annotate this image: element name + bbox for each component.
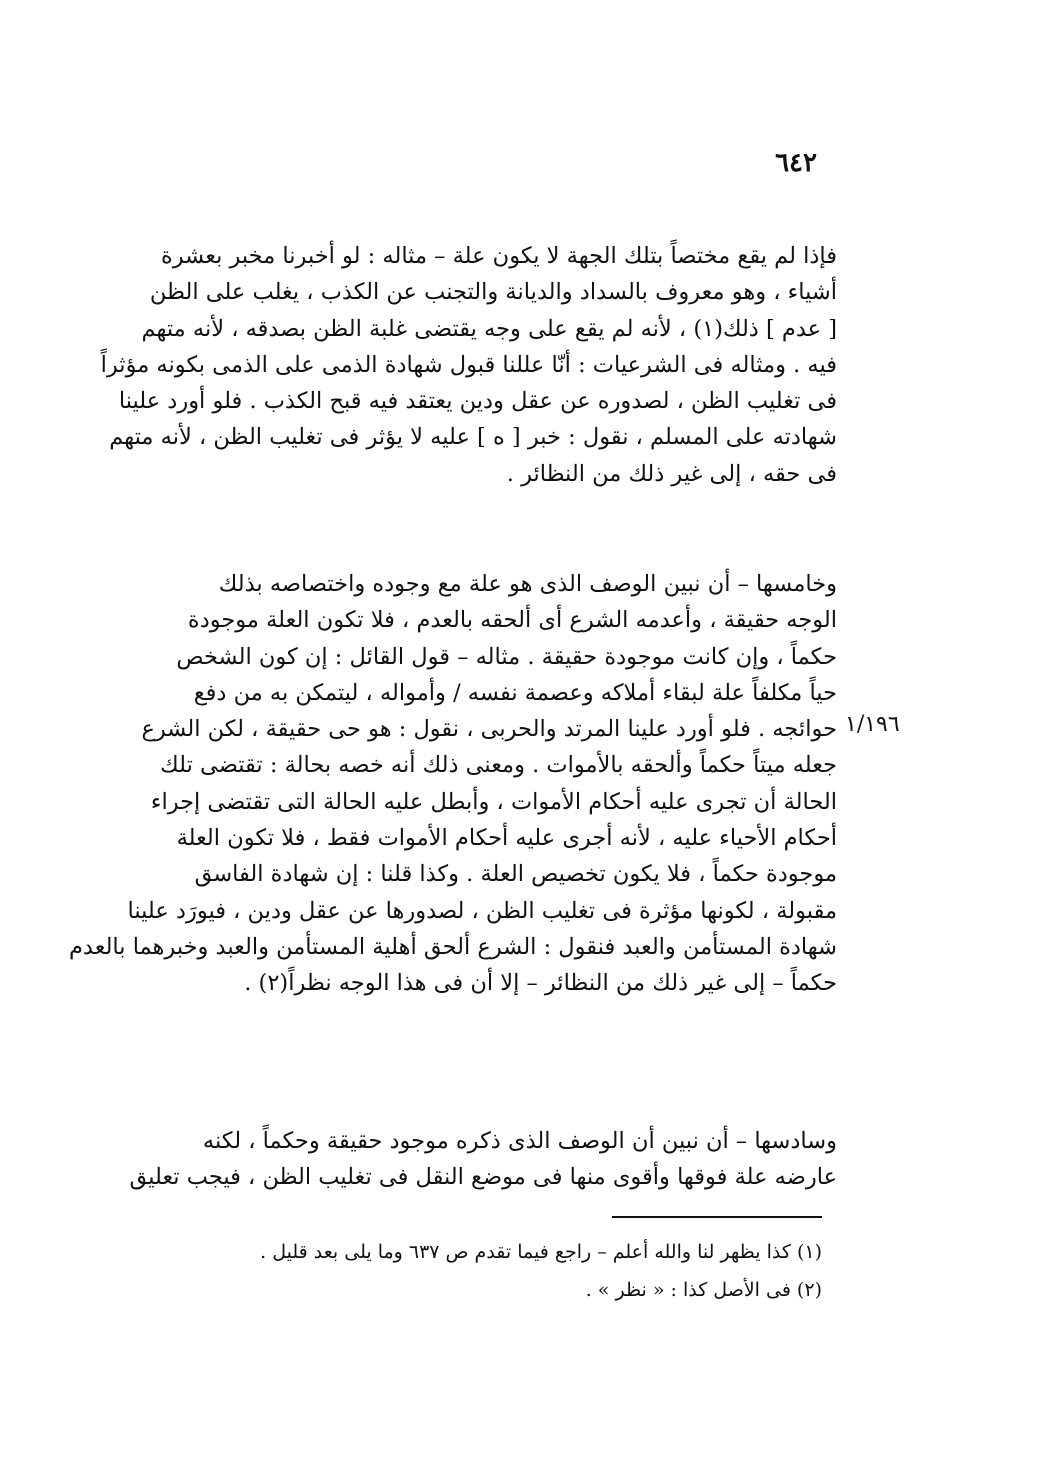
text-line: فى تغليب الظن ، لصدوره عن عقل ودين يعتقد فيه قبح الكذب . فلو أورد علينا	[118, 388, 837, 415]
text-line: [ عدم ] ذلك(١) ، لأنه لم يقع على وجه يقتضى غلبة الظن بصدقه ، لأنه متهم	[141, 315, 837, 342]
text-line: موجودة حكماً ، فلا يكون تخصيص العلة . وكذا قلنا : إن شهادة الفاسق	[194, 861, 837, 888]
text-line: حياً مكلفاً علة لبقاء أملاكه وعصمة نفسه / وأمواله ، ليتمكن به من دفع	[193, 679, 837, 706]
text-line: عارضه علة فوقها وأقوى منها فى موضع النقل فى تغليب الظن ، فيجب تعليق	[129, 1164, 837, 1191]
text-line: وخامسها – أن نبين الوصف الذى هو علة مع وجوده واختصاصه بذلك	[218, 571, 837, 597]
page-number: ٦٤٢	[775, 148, 817, 178]
text-line: حوائجه . فلو أورد علينا المرتد والحربى ، نقول : هو حى حقيقة ، لكن الشرع	[141, 716, 837, 743]
text-line: الحالة أن تجرى عليه أحكام الأموات ، وأبطل عليه الحالة التى تقتضى إجراء	[150, 788, 837, 815]
text-line: حكماً – إلى غير ذلك من النظائر – إلا أن فى هذا الوجه نظراً(٢) .	[244, 970, 837, 997]
footnote: (١) كذا يظهر لنا والله أعلم – راجع فيما تقدم ص ٦٣٧ وما يلى بعد قليل .	[260, 1241, 822, 1263]
text-line: حكماً ، وإن كانت موجودة حقيقة . مثاله – قول القائل : إن كون الشخص	[176, 643, 837, 670]
text-line: أشياء ، وهو معروف بالسداد والديانة والتجنب عن الكذب ، يغلب على الظن	[149, 279, 837, 306]
footnote: (٢) فى الأصل كذا : « نظر » .	[585, 1279, 822, 1301]
text-line: شهادته على المسلم ، نقول : خبر [ ه ] عليه لا يؤثر فى تغليب الظن ، لأنه متهم	[109, 424, 837, 451]
text-line: وسادسها – أن نبين أن الوصف الذى ذكره موجود حقيقة وحكماً ، لكنه	[202, 1128, 837, 1154]
text-line: فيه . ومثاله فى الشرعيات : أنّا عللنا قبول شهادة الذمى على الذمى بكونه مؤثراً	[100, 351, 837, 378]
text-line: شهادة المستأمن والعبد فنقول : الشرع ألحق أهلية المستأمن والعبد وخبرهما بالعدم	[68, 933, 837, 960]
text-line: مقبولة ، لكونها مؤثرة فى تغليب الظن ، لصدورها عن عقل ودين ، فيورَد علينا	[127, 897, 837, 924]
footnotes	[202, 1233, 822, 1309]
text-line: الوجه حقيقة ، وأعدمه الشرع أى ألحقه بالعدم ، فلا تكون العلة موجودة	[187, 607, 837, 634]
text-line: أحكام الأحياء عليه ، لأنه أجرى عليه أحكام الأموات فقط ، فلا تكون العلة	[176, 825, 837, 852]
text-line: جعله ميتاً حكماً وألحقه بالأموات . ومعنى ذلك أنه خصه بحالة : تقتضى تلك	[160, 752, 837, 779]
margin-reference: ١/١٩٦	[845, 712, 900, 737]
paragraph-2	[68, 566, 837, 1002]
text-line: فى حقه ، إلى غير ذلك من النظائر .	[506, 460, 837, 487]
footnote-divider	[612, 1216, 822, 1218]
paragraph-1	[100, 238, 837, 492]
text-line: فإذا لم يقع مختصاً بتلك الجهة لا يكون علة – مثاله : لو أخبرنا مخبر بعشرة	[160, 243, 837, 269]
paragraph-3	[129, 1123, 837, 1196]
